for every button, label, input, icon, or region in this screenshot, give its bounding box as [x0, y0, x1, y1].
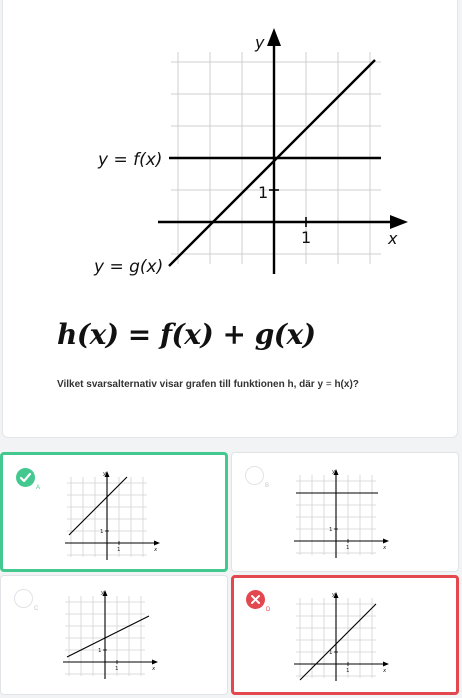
formula-equals: =	[127, 318, 151, 351]
empty-radio-icon[interactable]	[14, 589, 33, 608]
x-label: x	[154, 547, 158, 553]
tick-y-label: 1	[98, 648, 102, 654]
tick-x-label: 1	[346, 668, 350, 674]
tick-x-label: 1	[301, 228, 312, 247]
tick-y-label: 1	[100, 529, 104, 535]
formula	[57, 318, 316, 351]
tick-x-label: 1	[346, 545, 350, 551]
question-prompt	[57, 379, 359, 390]
option-a[interactable]	[0, 452, 228, 572]
option-b[interactable]	[231, 452, 459, 572]
option-d-graph	[292, 586, 396, 684]
option-a-graph	[63, 465, 167, 563]
x-label: x	[383, 668, 387, 674]
x-axis-label: x	[388, 229, 398, 248]
x-label: x	[152, 666, 156, 672]
tick-x-label: 1	[115, 666, 119, 672]
question-card	[2, 0, 458, 438]
g-label: y = g(x)	[94, 257, 164, 277]
checkmark-icon	[16, 468, 35, 487]
tick-y-label: 1	[329, 527, 333, 533]
function-graph	[3, 0, 459, 300]
f-label: y = f(x)	[98, 150, 163, 170]
option-letter: C	[34, 606, 39, 612]
tick-y-label: 1	[329, 650, 333, 656]
y-label: y	[101, 590, 105, 596]
option-c-graph	[61, 584, 165, 682]
tick-y-label: 1	[258, 183, 269, 202]
prompt-equals: =	[325, 379, 332, 390]
cross-icon	[246, 590, 265, 609]
line-g	[169, 60, 375, 266]
prompt-after: h(x)?	[334, 379, 359, 390]
y-axis-arrow	[267, 28, 281, 46]
option-d[interactable]	[231, 575, 459, 695]
prompt-before: Vilket svarsalternativ visar grafen till funktionen h, där y	[57, 379, 324, 390]
option-b-graph	[292, 463, 396, 561]
x-label: x	[383, 545, 387, 551]
option-letter: D	[266, 607, 271, 613]
option-letter: B	[265, 483, 270, 489]
formula-lhs: h(x)	[57, 318, 119, 351]
y-axis-label: y	[255, 33, 265, 52]
tick-x-label: 1	[117, 547, 121, 553]
y-label: y	[332, 469, 336, 475]
option-letter: A	[36, 485, 41, 491]
option-c[interactable]	[0, 575, 228, 695]
formula-plus: +	[222, 318, 246, 351]
empty-radio-icon[interactable]	[245, 466, 264, 485]
y-label: y	[332, 592, 336, 598]
x-axis-arrow	[390, 215, 408, 229]
formula-g: g(x)	[254, 318, 316, 351]
y-label: y	[103, 471, 107, 477]
formula-f: f(x)	[160, 318, 214, 351]
